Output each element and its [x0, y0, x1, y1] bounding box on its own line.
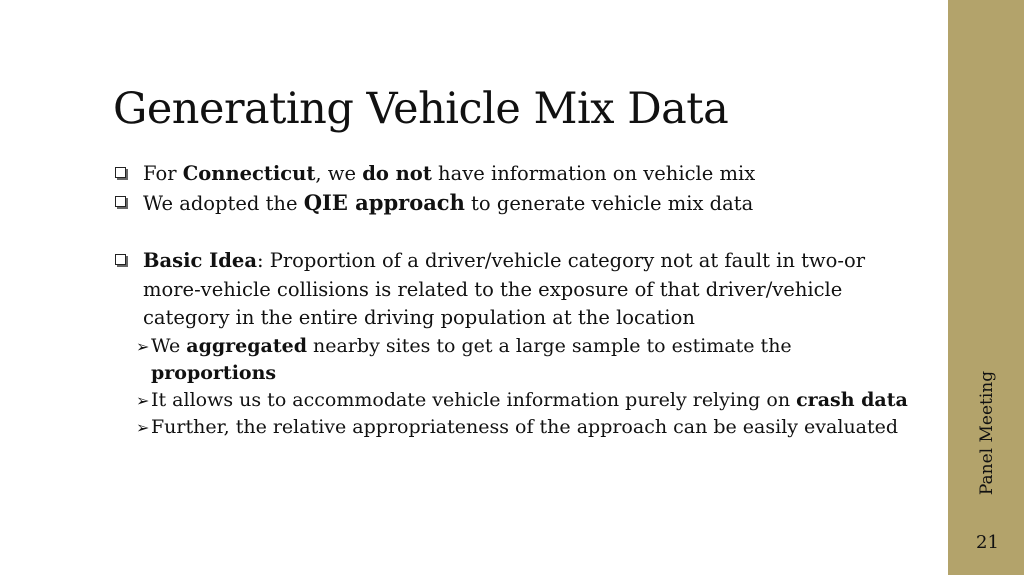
slide-body: [113, 160, 913, 441]
sub-bullet-bold: crash data: [796, 388, 908, 411]
slide-title: Generating Vehicle Mix Data: [113, 84, 729, 134]
square-bullet-icon: [115, 254, 126, 265]
sub-bullet-bold: aggregated: [186, 334, 307, 357]
bullet-bold: QIE approach: [303, 189, 465, 215]
arrowhead-bullet-icon: ➢: [136, 417, 150, 437]
bullet-bold: do not: [362, 162, 432, 185]
bullet-bold: Basic Idea: [143, 249, 257, 272]
bullet-text: have information on vehicle mix: [431, 162, 756, 185]
bullet-text: For: [143, 162, 183, 185]
sub-bullet-text: It allows us to accommodate vehicle information purely relying on: [151, 388, 797, 411]
bullet-connecticut: [113, 160, 913, 189]
bullet-basic-idea: [113, 247, 913, 333]
sub-bullet-bold: proportions: [151, 361, 277, 384]
sub-bullet-text: nearby sites to get a large sample to estimate the: [307, 334, 792, 357]
square-bullet-icon: [115, 196, 126, 207]
sub-bullet-evaluated: [113, 414, 913, 441]
arrowhead-bullet-icon: ➢: [136, 336, 150, 356]
bullet-bold: Connecticut: [182, 162, 316, 185]
spacer: [113, 218, 913, 247]
bullet-text: , we: [315, 162, 363, 185]
sub-bullet-text: We: [151, 334, 187, 357]
page-number: 21: [976, 532, 999, 553]
bullet-qie-approach: [113, 189, 913, 219]
sub-bullet-text: Further, the relative appropriateness of the approach can be easily evaluated: [151, 415, 899, 438]
bullet-text: : Proportion of a driver/vehicle category not at fault in two-or more-vehicle collisions is related to the exposure of that driver/vehicle category in the entire driving population at the location: [143, 249, 866, 329]
arrowhead-bullet-icon: ➢: [136, 390, 150, 410]
bullet-text: We adopted the: [143, 191, 304, 215]
footer-label: Panel Meeting: [977, 370, 997, 496]
sub-bullet-crash-data: [113, 387, 913, 414]
square-bullet-icon: [115, 167, 126, 178]
bullet-text: to generate vehicle mix data: [464, 191, 754, 215]
sub-bullet-aggregated: [113, 333, 913, 387]
